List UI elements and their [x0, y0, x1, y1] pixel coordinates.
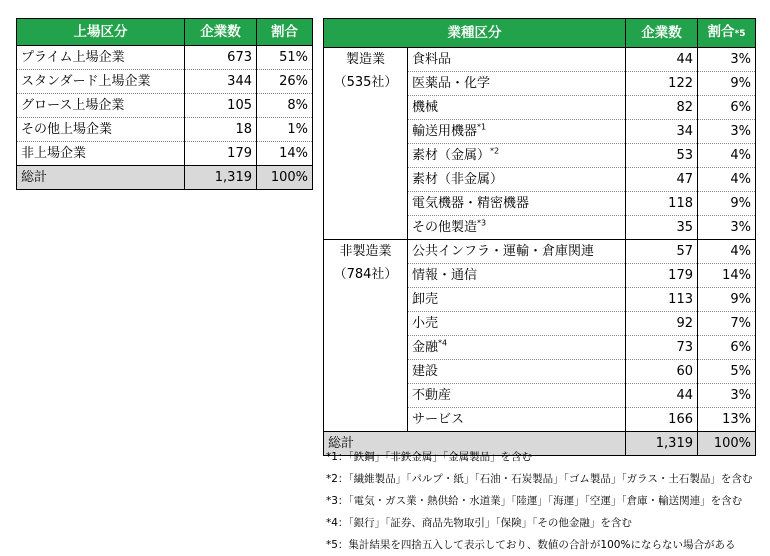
industry-ratio-cell: 3% [698, 216, 756, 240]
industry-name-cell [408, 360, 626, 384]
industry-count-cell: 118 [626, 192, 698, 216]
listing-total-row [17, 166, 313, 190]
industry-count-cell: 57 [626, 240, 698, 264]
industry-count-cell: 113 [626, 288, 698, 312]
industry-name: その他製造 [412, 220, 478, 235]
industry-note-ref: *3 [477, 218, 487, 228]
industry-name: 金融 [412, 340, 439, 355]
industry-name-cell [408, 96, 626, 120]
industry-name-cell [408, 264, 626, 288]
listing-count-cell: 18 [185, 118, 257, 142]
industry-name: 建設 [412, 364, 439, 379]
listing-count-cell: 105 [185, 94, 257, 118]
industry-count-cell: 44 [626, 48, 698, 72]
table-row [17, 94, 313, 118]
industry-header-ratio [698, 19, 756, 48]
industry-name: 機械 [412, 100, 439, 115]
industry-name: 小売 [412, 316, 439, 331]
listing-count-cell: 179 [185, 142, 257, 166]
industry-name-cell [408, 72, 626, 96]
table-row [324, 240, 756, 264]
industry-note-ref: *4 [438, 338, 448, 348]
industry-count-cell: 92 [626, 312, 698, 336]
industry-ratio-cell: 4% [698, 168, 756, 192]
industry-ratio-cell: 4% [698, 240, 756, 264]
industry-ratio-cell: 6% [698, 96, 756, 120]
listing-count-cell: 344 [185, 70, 257, 94]
listing-total-ratio: 100% [257, 166, 313, 190]
industry-count-cell: 179 [626, 264, 698, 288]
industry-name-cell [408, 144, 626, 168]
industry-name-cell [408, 192, 626, 216]
industry-name: 輸送用機器 [412, 124, 478, 139]
industry-ratio-cell: 13% [698, 408, 756, 432]
industry-count-cell: 166 [626, 408, 698, 432]
listing-category-cell: グロース上場企業 [17, 94, 185, 118]
industry-ratio-cell: 6% [698, 336, 756, 360]
listing-total-label: 総計 [17, 166, 185, 190]
industry-ratio-cell: 5% [698, 360, 756, 384]
listing-header-companies: 企業数 [185, 19, 257, 46]
industry-ratio-cell: 3% [698, 120, 756, 144]
industry-count-cell: 53 [626, 144, 698, 168]
industry-count-cell: 35 [626, 216, 698, 240]
table-row [324, 48, 756, 72]
industry-ratio-cell: 9% [698, 288, 756, 312]
industry-name: サービス [412, 412, 465, 427]
industry-note-ref: *1 [477, 122, 487, 132]
listing-ratio-cell: 14% [257, 142, 313, 166]
industry-name: 公共インフラ・運輸・倉庫関連 [412, 244, 595, 259]
footnote: *4：「銀行」「証券、商品先物取引」「保険」「その他金融」を含む [326, 517, 632, 529]
industry-name: 卸売 [412, 292, 439, 307]
industry-category-table [323, 18, 756, 456]
footnote: *1：「鉄鋼」「非鉄金属」「金属製品」を含む [326, 451, 533, 463]
industry-name-cell [408, 336, 626, 360]
industry-count-cell: 34 [626, 120, 698, 144]
industry-total-ratio: 100% [698, 432, 756, 456]
footnotes [326, 446, 766, 556]
listing-total-count: 1,319 [185, 166, 257, 190]
industry-group-count: （784社） [333, 267, 398, 282]
listing-category-cell: 非上場企業 [17, 142, 185, 166]
industry-name-cell [408, 168, 626, 192]
industry-ratio-cell: 3% [698, 384, 756, 408]
listing-ratio-cell: 51% [257, 46, 313, 70]
industry-name-cell [408, 288, 626, 312]
listing-count-cell: 673 [185, 46, 257, 70]
industry-header-category: 業種区分 [324, 19, 626, 48]
industry-group-name: 非製造業 [339, 244, 392, 259]
industry-table-body [324, 48, 756, 456]
table-row [17, 46, 313, 70]
industry-header-ratio-note: *5 [734, 29, 746, 39]
industry-count-cell: 60 [626, 360, 698, 384]
industry-ratio-cell: 7% [698, 312, 756, 336]
industry-name: 不動産 [412, 388, 452, 403]
industry-header-ratio-label: 割合 [707, 24, 735, 40]
industry-name: 情報・通信 [412, 268, 478, 283]
listing-header-row [17, 19, 313, 46]
industry-name-cell [408, 312, 626, 336]
industry-name: 電気機器・精密機器 [412, 196, 530, 211]
table-row [17, 70, 313, 94]
industry-ratio-cell: 9% [698, 192, 756, 216]
listing-category-cell: スタンダード上場企業 [17, 70, 185, 94]
industry-total-count: 1,319 [626, 432, 698, 456]
industry-name: 食料品 [412, 52, 452, 67]
industry-name-cell [408, 120, 626, 144]
industry-count-cell: 44 [626, 384, 698, 408]
industry-group-cell [324, 48, 408, 240]
footnote: *2：「繊維製品」「パルプ・紙」「石油・石炭製品」「ゴム製品」「ガラス・土石製品」を含む [326, 473, 753, 485]
industry-ratio-cell: 4% [698, 144, 756, 168]
listing-ratio-cell: 8% [257, 94, 313, 118]
listing-ratio-cell: 26% [257, 70, 313, 94]
industry-ratio-cell: 3% [698, 48, 756, 72]
industry-group-count: （535社） [333, 75, 398, 90]
industry-count-cell: 82 [626, 96, 698, 120]
industry-header-row [324, 19, 756, 48]
industry-ratio-cell: 14% [698, 264, 756, 288]
footnote: *5：集計結果を四捨五入して表示しており、数値の合計が100%にならない場合がある [326, 539, 736, 551]
industry-count-cell: 73 [626, 336, 698, 360]
industry-name: 素材（金属） [412, 148, 491, 163]
industry-name-cell [408, 384, 626, 408]
listing-category-table [16, 18, 313, 190]
listing-ratio-cell: 1% [257, 118, 313, 142]
industry-name-cell [408, 216, 626, 240]
listing-category-cell: プライム上場企業 [17, 46, 185, 70]
industry-name-cell [408, 48, 626, 72]
listing-header-category: 上場区分 [17, 19, 185, 46]
listing-category-cell: その他上場企業 [17, 118, 185, 142]
industry-name-cell [408, 240, 626, 264]
industry-count-cell: 122 [626, 72, 698, 96]
table-row [17, 142, 313, 166]
listing-header-ratio: 割合 [257, 19, 313, 46]
industry-header-companies: 企業数 [626, 19, 698, 48]
industry-total-label: 総計 [324, 432, 626, 456]
industry-ratio-cell: 9% [698, 72, 756, 96]
listing-table-body [17, 46, 313, 190]
industry-group-name: 製造業 [345, 52, 385, 67]
industry-count-cell: 47 [626, 168, 698, 192]
footnote: *3：「電気・ガス業・熱供給・水道業」「陸運」「海運」「空運」「倉庫・輸送関連」を含む [326, 495, 743, 507]
industry-group-cell [324, 240, 408, 432]
industry-note-ref: *2 [490, 146, 500, 156]
industry-name-cell [408, 408, 626, 432]
table-row [17, 118, 313, 142]
industry-name: 医薬品・化学 [412, 76, 491, 91]
industry-name: 素材（非金属） [412, 172, 504, 187]
